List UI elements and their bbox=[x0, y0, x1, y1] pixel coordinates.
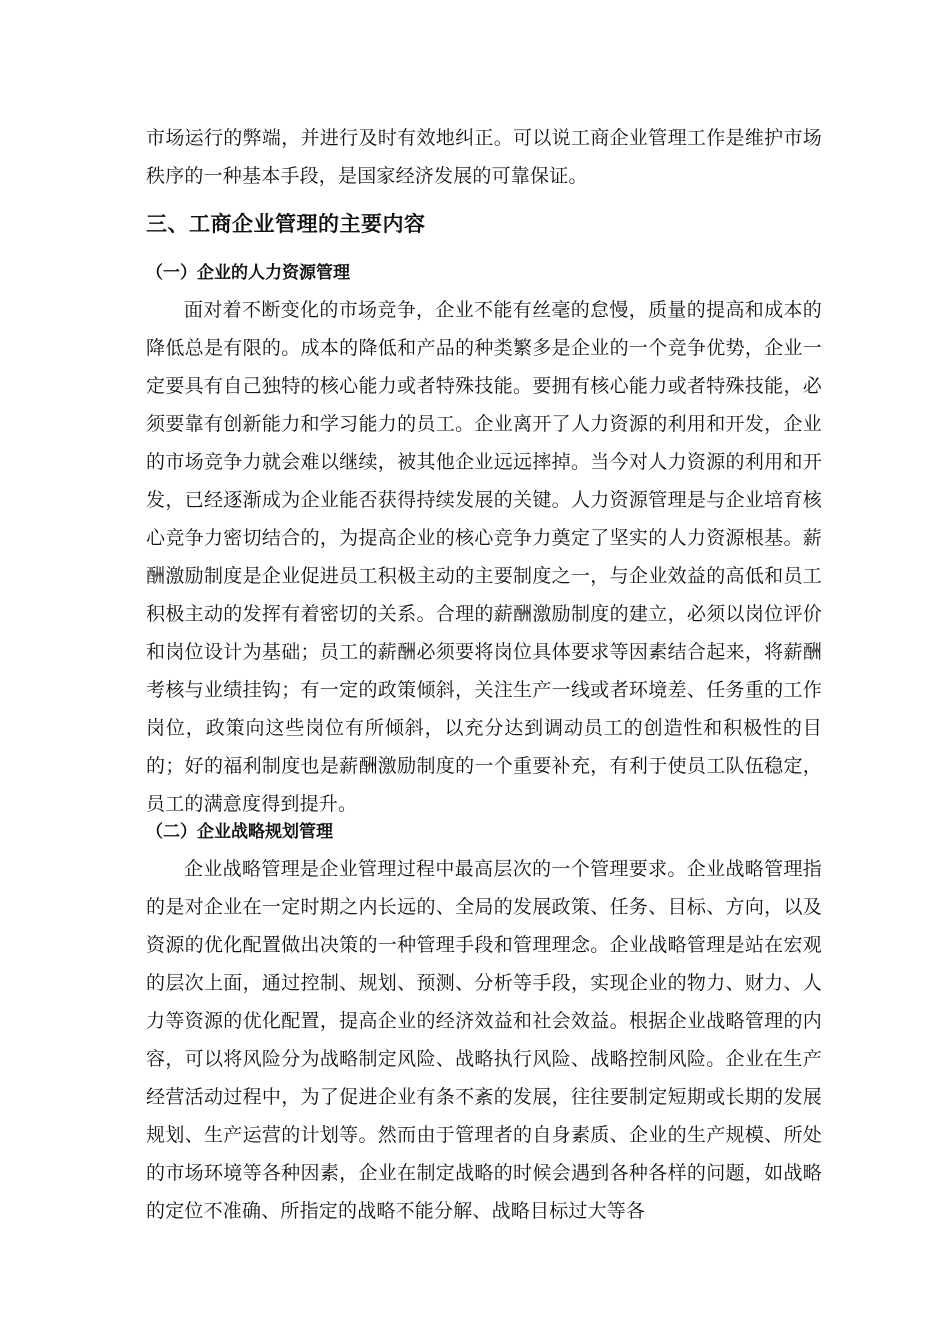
subsection-body-hr: 面对着不断变化的市场竞争，企业不能有丝毫的怠慢，质量的提高和成本的降低总是有限的。成本的降低和产品的种类繁多是企业的一个竞争优势，企业一定要具有自己独特的核心能力或者特殊技能。要拥有核心能力或者特殊技能，必须要靠有创新能力和学习能力的员工。企业离开了人力资源的利用和开发，企业的市场竞争力就会难以继续，被其他企业远远摔掉。当今对人力资源的利用和开发，已经逐渐成为企业能否获得持续发展的关键。人力资源管理是与企业培育核心竞争力密切结合的，为提高企业的核心竞争力奠定了坚实的人力资源根基。薪酬激励制度是企业促进员工积极主动的主要制度之一，与企业效益的高低和员工积极主动的发挥有着密切的关系。合理的薪酬激励制度的建立，必须以岗位评价和岗位设计为基础；员工的薪酬必须要将岗位具体要求等因素结合起来，将薪酬考核与业绩挂钩；有一定的政策倾斜，关注生产一线或者环境差、任务重的工作岗位，政策向这些岗位有所倾斜，以充分达到调动员工的创造性和积极性的目的；好的福利制度也是薪酬激励制度的一个重要补充，有利于使员工队伍稳定，员工的满意度得到提升。 bbox=[146, 299, 822, 815]
subsection-heading-strategy: （二）企业战略规划管理 bbox=[146, 822, 333, 842]
intro-paragraph: 市场运行的弊端，并进行及时有效地纠正。可以说工商企业管理工作是维护市场秩序的一种基本手段，是国家经济发展的可靠保证。 bbox=[146, 127, 822, 187]
subsection-heading-hr: （一）企业的人力资源管理 bbox=[146, 263, 350, 283]
section-heading: 三、工商企业管理的主要内容 bbox=[146, 212, 426, 236]
subsection-body-strategy: 企业战略管理是企业管理过程中最高层次的一个管理要求。企业战略管理指的是对企业在一定时期之内长远的、全局的发展政策、任务、目标、方向，以及资源的优化配置做出决策的一种管理手段和管理理念。企业战略管理是站在宏观的层次上面，通过控制、规划、预测、分析等手段，实现企业的物力、财力、人力等资源的优化配置，提高企业的经济效益和社会效益。根据企业战略管理的内容，可以将风险分为战略制定风险、战略执行风险、战略控制风险。企业在生产经营活动过程中，为了促进企业有条不紊的发展，往往要制定短期或长期的发展规划、生产运营的计划等。然而由于管理者的自身素质、企业的生产规模、所处的市场环境等各种因素，企业在制定战略的时候会遇到各种各样的问题，如战略的定位不准确、所指定的战略不能分解、战略目标过大等各 bbox=[146, 858, 822, 1222]
